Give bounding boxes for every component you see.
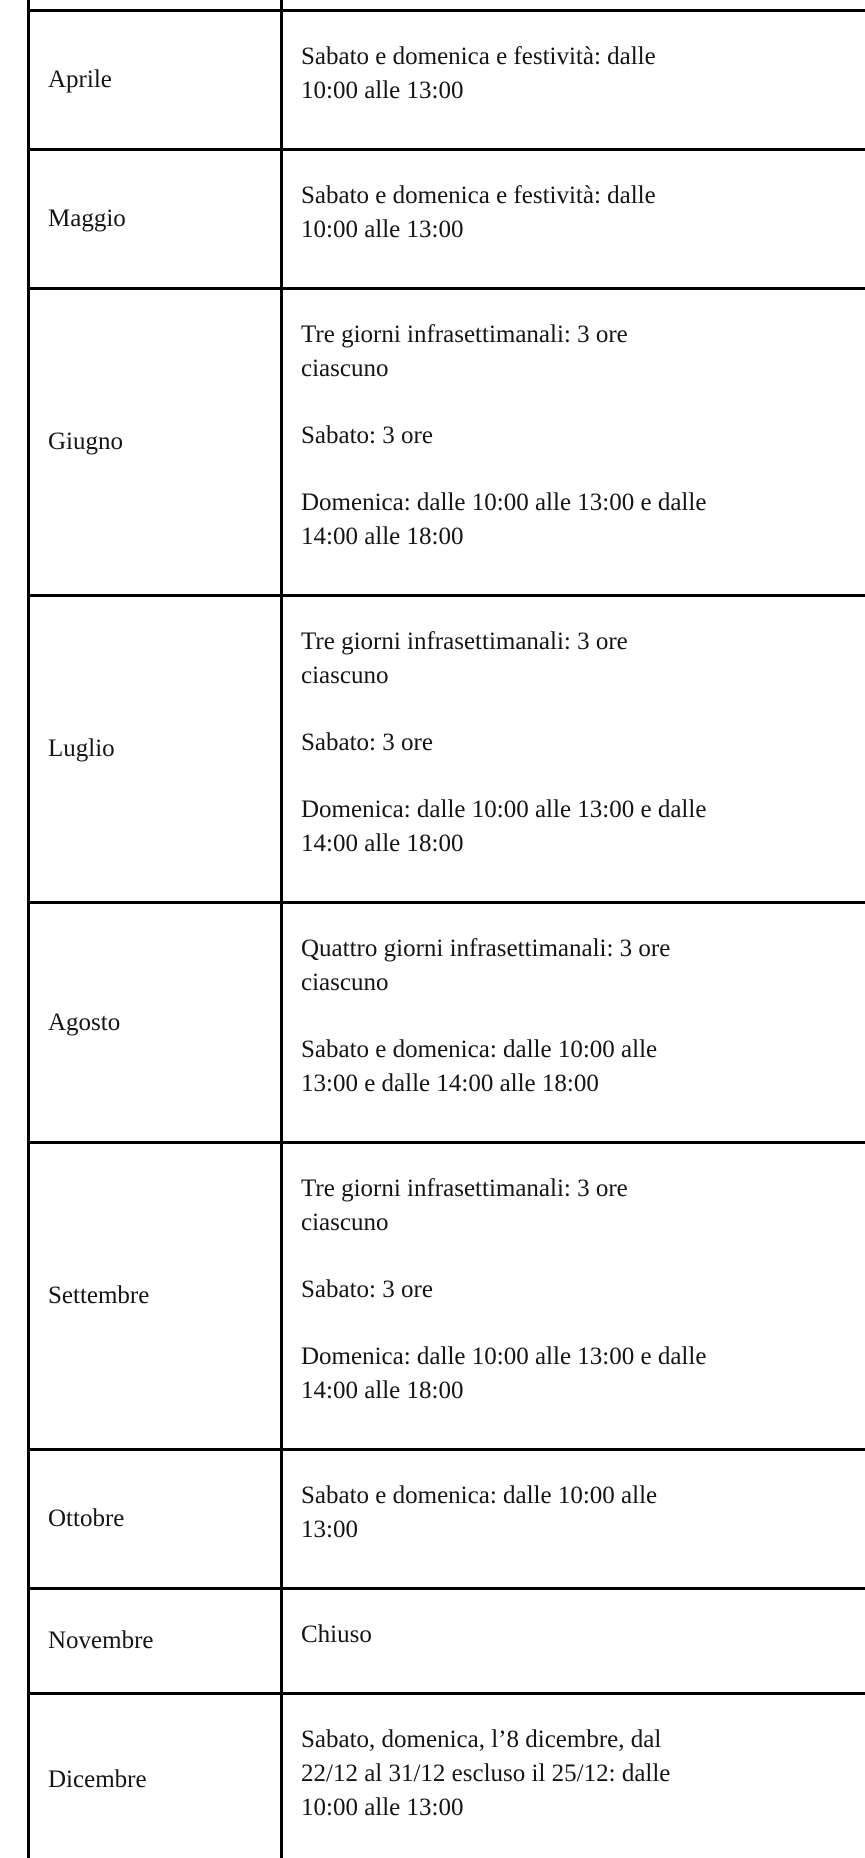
- month-cell: Maggio: [29, 150, 282, 289]
- month-cell: Luglio: [29, 596, 282, 903]
- month-cell: [29, 0, 282, 11]
- schedule-paragraph: Sabato: 3 ore: [301, 422, 433, 449]
- schedule-cell: [282, 1143, 865, 1450]
- month-cell: Novembre: [29, 1589, 282, 1694]
- schedule-paragraph: Sabato e domenica: dalle 10:00 alle 13:00: [301, 1482, 658, 1543]
- schedule-cell: [282, 903, 865, 1143]
- schedule-paragraph: Sabato, domenica, l’8 dicembre, dal 22/12 al 31/12 escluso il 25/12: dalle 10:00 alle 13:00: [301, 1726, 671, 1821]
- schedule-paragraph: Sabato e domenica e festività: dalle 10:00 alle 13:00: [301, 43, 656, 104]
- schedule-cell: [282, 0, 865, 11]
- schedule-cell: [282, 1450, 865, 1589]
- schedule-paragraph: Domenica: dalle 10:00 alle 13:00 e dalle 14:00 alle 18:00: [301, 1343, 707, 1404]
- table-row: [29, 1143, 865, 1450]
- table-row: [29, 1450, 865, 1589]
- month-cell: Settembre: [29, 1143, 282, 1450]
- schedule-paragraph: Quattro giorni infrasettimanali: 3 ore ciascuno: [301, 935, 671, 996]
- month-cell: Dicembre: [29, 1694, 282, 1858]
- month-cell: Agosto: [29, 903, 282, 1143]
- schedule-cell: [282, 1589, 865, 1694]
- schedule-paragraph: Tre giorni infrasettimanali: 3 ore ciascuno: [301, 321, 628, 382]
- table-row: [29, 11, 865, 150]
- schedule-cell: [282, 1694, 865, 1858]
- opening-hours-body: [29, 0, 865, 1858]
- schedule-paragraph: Sabato e domenica e festività: dalle 10:00 alle 13:00: [301, 182, 656, 243]
- schedule-paragraph: Tre giorni infrasettimanali: 3 ore ciascuno: [301, 628, 628, 689]
- table-row: [29, 1694, 865, 1858]
- schedule-cell: [282, 150, 865, 289]
- table-row-stub: [29, 0, 865, 11]
- schedule-cell: [282, 11, 865, 150]
- table-row: [29, 903, 865, 1143]
- table-row: [29, 289, 865, 596]
- table-row: [29, 596, 865, 903]
- schedule-paragraph: Chiuso: [301, 1621, 372, 1648]
- opening-hours-table: [27, 0, 865, 1858]
- table-row: [29, 150, 865, 289]
- schedule-paragraph: Domenica: dalle 10:00 alle 13:00 e dalle 14:00 alle 18:00: [301, 489, 707, 550]
- table-row: [29, 1589, 865, 1694]
- month-cell: Ottobre: [29, 1450, 282, 1589]
- schedule-cell: [282, 289, 865, 596]
- schedule-paragraph: Sabato: 3 ore: [301, 1276, 433, 1303]
- schedule-paragraph: Sabato e domenica: dalle 10:00 alle 13:00 e dalle 14:00 alle 18:00: [301, 1036, 658, 1097]
- month-cell: Giugno: [29, 289, 282, 596]
- schedule-cell: [282, 596, 865, 903]
- schedule-paragraph: Sabato: 3 ore: [301, 729, 433, 756]
- month-cell: Aprile: [29, 11, 282, 150]
- schedule-paragraph: Tre giorni infrasettimanali: 3 ore ciascuno: [301, 1175, 628, 1236]
- schedule-paragraph: Domenica: dalle 10:00 alle 13:00 e dalle 14:00 alle 18:00: [301, 796, 707, 857]
